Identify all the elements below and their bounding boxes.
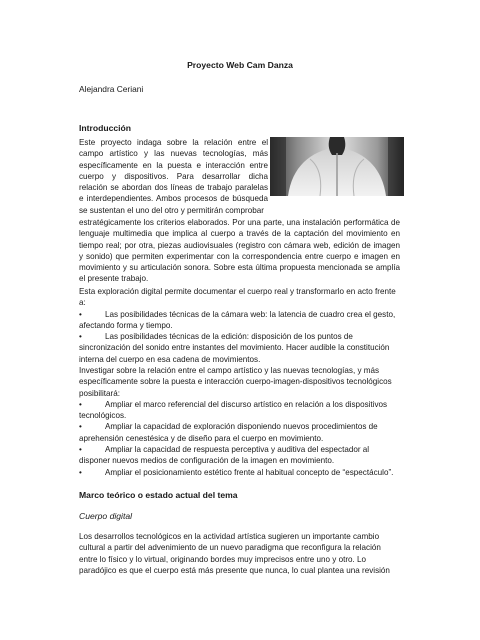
intro-paragraph-full: estratégicamente los criterios elaborados. Por una parte, una instalación performática de lenguaje multimedia que implica al cuerpo a través de la captación del movimiento en tiempo real; por otra, piezas audiovisuales (registro con cámara web, edición de imagen y sonido) que permiten experimentar con la correspondencia entre cuerpo e imagen en movimiento y su articulación sonora. Sobre esta última propuesta mencionada se amplía el presente trabajo. xyxy=(79,218,400,284)
dancer-back-image xyxy=(270,137,404,196)
intro-paragraph-narrow: Este proyecto indaga sobre la relación entre el campo artístico y las nuevas tecnologías, más específicamente en la puesta e interacción entre cuerpo y dispositivos. Para desarrollar dicha relación se abordan dos líneas de trabajo paralelas e interdependientes. Ambos procesos de búsqueda se sustentan el uno del otro y permitirán comprobar xyxy=(79,138,268,215)
exploration-bullet xyxy=(79,309,400,332)
bullet-text: Las posibilidades técnicas de la cámara web: la latencia de cuadro crea el gesto, afectando forma y tiempo. xyxy=(79,309,396,330)
investigate-section xyxy=(79,365,400,478)
bullet-glyph: • xyxy=(79,467,82,477)
exploration-intro: Esta exploración digital permite documentar el cuerpo real y transformarlo en acto frente a: xyxy=(79,287,396,308)
exploration-section xyxy=(79,286,400,365)
bullet-text: Ampliar el posicionamiento estético frente al habitual concepto de “espectáculo”. xyxy=(105,467,394,477)
bullet-glyph: • xyxy=(79,422,82,432)
investigate-bullet xyxy=(79,421,400,444)
bullet-text: Las posibilidades técnicas de la edición: disposición de los puntos de sincronización del sonido entre instantes del movimiento. Hacer audible la constitución interna del cuerpo en esa cadena de movimientos. xyxy=(79,332,390,364)
investigate-bullet xyxy=(79,467,400,478)
bullet-glyph: • xyxy=(79,309,82,319)
exploration-bullet xyxy=(79,331,400,365)
investigate-intro: Investigar sobre la relación entre el campo artístico y las nuevas tecnologías, y más específicamente sobre la puesta e interacción cuerpo-imagen-dispositivos tecnológicos posibilitará: xyxy=(79,366,392,398)
document-title: Proyecto Web Cam Danza xyxy=(187,60,293,70)
bullet-text: Ampliar el marco referencial del discurso artístico en relación a los dispositivos tecnológicos. xyxy=(79,399,388,421)
marco-heading: Marco teórico o estado actual del tema xyxy=(79,490,238,500)
cuerpo-digital-subheading: Cuerpo digital xyxy=(79,511,133,521)
dancer-photo xyxy=(270,137,404,196)
investigate-bullet xyxy=(79,399,400,422)
document-author: Alejandra Ceriani xyxy=(79,84,144,94)
bullet-glyph: • xyxy=(79,332,82,342)
bullet-text: Ampliar la capacidad de respuesta perceptiva y auditiva del espectador al disponer nuevos medios de configuración de la imagen en movimiento. xyxy=(79,445,370,466)
cuerpo-digital-paragraph: Los desarrollos tecnológicos en la actividad artística sugieren un importante cambio cultural a partir del advenimiento de un nuevo paradigma que reconfigura la relación entre lo físico y lo virtual, originando bordes muy imprecisos entre uno y otro. Lo paradójico es que el cuerpo está más presente que nunca, lo cual plantea una revisión xyxy=(79,532,390,575)
investigate-bullet xyxy=(79,444,400,467)
bullet-text: Ampliar la capacidad de exploración disponiendo nuevos procedimientos de aprehensión cenestésica y de diseño para el cuerpo en movimiento. xyxy=(79,422,378,443)
bullet-glyph: • xyxy=(79,399,82,409)
intro-heading: Introducción xyxy=(79,123,132,133)
bullet-glyph: • xyxy=(79,445,82,455)
